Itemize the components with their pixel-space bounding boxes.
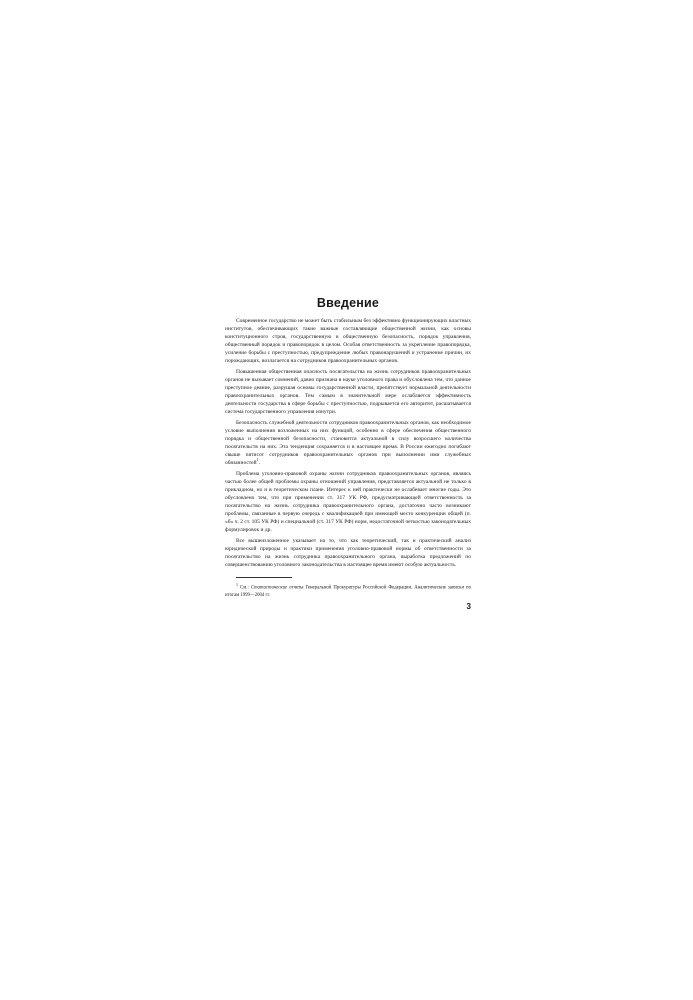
page-content (225, 296, 471, 611)
paragraph-3: Безопасность служебной деятельности сотрудников правоохранительных органов, как необходимое условие выполнения возложенных на них функций, особенно в сфере обеспечения общественного порядка и общественной безопасности, становится актуальной в силу возросшего количества посягательств на них. Эта тенденция сохраняется и в настоящее время. В России ежегодно погибают свыше пятисот сотрудников правоохранительных органов при выполнении ими служебных обязанностей$^1$. (225, 420, 471, 466)
footnote-number: 1 (236, 582, 238, 587)
footnote (225, 581, 471, 599)
footnote-divider (236, 577, 292, 578)
paragraph-2: Повышенная общественная опасность посягательства на жизнь сотрудников правоохранительных органов не вызывает сомнений, давно признана в науке уголовного права и обусловлена тем, что данное преступное деяние, разрушая основы государственной власти, препятствует нормальной деятельности правоохранительных органов. Тем самым в значительной мере ослабляется эффективность деятельности государства в сфере борьбы с преступностью, подрывается его авторитет, расшатывается система государственного управления изнутри. (225, 369, 471, 415)
footnote-reference: 1 (256, 457, 259, 463)
paragraph-1: Современное государство не может быть стабильным без эффективно функционирующих властных институтов, обеспечивающих такие важные составляющие общественной жизни, как основы конституционного строя, государственную и общественную безопасность, порядок управления, общественный порядок и правопорядок в целом. Особая ответственность за укрепление правопорядка, усиление борьбы с преступностью, предупреждение любых правонарушений и устранение причин, их порождающих, возлагается на сотрудников правоохранительных органов. (225, 318, 471, 364)
footnote-italic: Статистические (250, 585, 288, 591)
paragraph-5: Все вышеизложенное указывает на то, что как теоретический, так и практический анализ юридической природы и практики применения уголовно-правовой нормы об ответственности за посягательство на жизнь сотрудника правоохранительного органа, выработка предложений по совершенствованию уголовного законодательства в настоящее время имеют особую актуальность. (225, 538, 471, 568)
paragraph-3-text: Безопасность служебной деятельности сотрудников правоохранительных органов, как необходимое условие выполнения возложенных на них функций, особенно в сфере обеспечения общественного порядка и общественной безопасности, становится актуальной в силу возросшего количества посягательств на них. Эта тенденция сохраняется и в настоящее время. В России ежегодно погибают свыше пятисот сотрудников правоохранительных органов при выполнении ими служебных обязанностей (225, 420, 471, 466)
footnote-prefix: См.: (240, 585, 249, 591)
paragraph-4: Проблема уголовно-правовой охраны жизни сотрудников правоохранительных органов, являясь частью более общей проблемы охраны отношений управления, представляется актуальной не только в прикладном, но и в теоретическом плане. Интерес к ней практически не ослабевает многие годы. Это обусловлено тем, что при применении ст. 317 УК РФ, предусматривающей ответственность за посягательство на жизнь сотрудника правоохранительного органа, достаточно часто возникают проблемы, связанные в первую очередь с квалификацией при имеющей место конкуренции общей (п. «б» ч. 2 ст. 105 УК РФ) и специальной (ст. 317 УК РФ) норм, недостаточной четкостью законодательных формулировок и др. (225, 471, 471, 533)
page-title: Введение (316, 296, 380, 310)
footnote-text: отчеты Генеральной Прокуратуры Российской Федерации. Аналитические записки по итогам 1999—2004 гг. (225, 585, 472, 598)
page-number: 3 (466, 601, 471, 611)
